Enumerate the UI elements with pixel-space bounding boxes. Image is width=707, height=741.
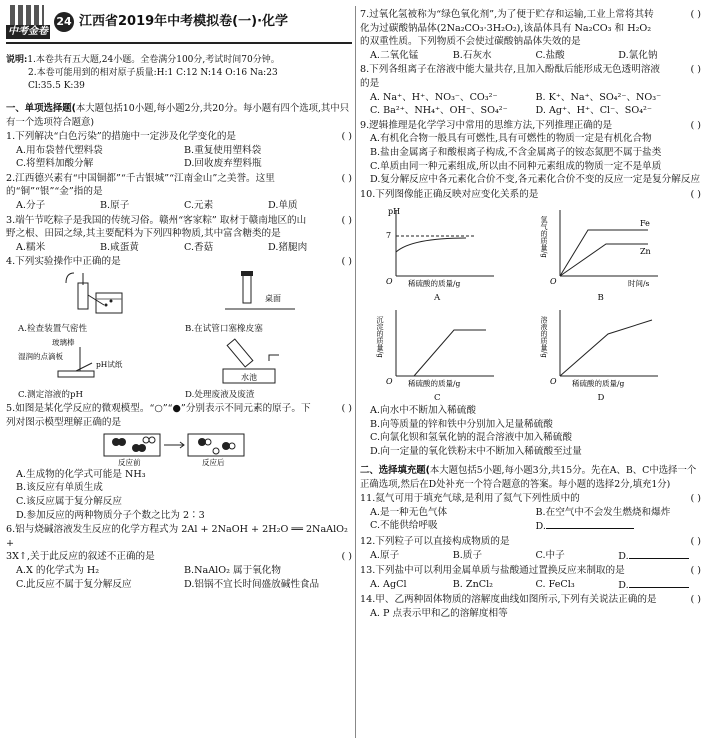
question-4-text: 4.下列实验操作中正确的是 [6, 256, 121, 268]
graph-d-origin: O [549, 376, 557, 386]
option-a: A.用布袋替代塑料袋 [16, 144, 103, 156]
option-a: A.是一种无色气体 [370, 506, 448, 518]
section-1-heading [6, 102, 352, 129]
answer-paren[interactable]: ( ) [690, 64, 701, 76]
figure-b [185, 271, 352, 335]
graph-d-caption: D [597, 392, 605, 403]
option-c: C. Ba²⁺、NH₄⁺、OH⁻、SO₄²⁻ [370, 105, 508, 117]
molecule-model-icon [84, 432, 274, 466]
graph-b-fe: Fe [639, 218, 650, 228]
graph-b-origin: O [549, 276, 557, 286]
option-b: B.原子 [100, 200, 130, 212]
graph-c-caption: C [434, 392, 441, 403]
option-d: D.铝锅不宜长时间盛放碱性食品 [184, 578, 320, 590]
graph-d-xlabel: 稀硫酸的质量/g [571, 378, 624, 388]
question-14-text: 14.甲、乙两种固体物质的溶解度曲线如图所示,下列有关说法正确的是 [360, 594, 657, 606]
option-a: A.分子 [16, 200, 46, 212]
figure-d-caption: D.处理废液及废渣 [185, 390, 255, 401]
question-12 [360, 535, 701, 563]
section-2-desc: 本大题包括5小题,每小题3分,共15分。先在A、B、C中选择一个正确选项,然后在D处补充一个符合题意的答案。每小题的选择2分,填充1分) [360, 465, 697, 490]
figure-c [18, 337, 185, 401]
option-b: B.盐由金属离子和酸根离子构成,不含金属离子的铵态氮肥不属于盐类 [370, 147, 662, 159]
option-c: C.将塑料加酸分解 [16, 158, 94, 170]
question-9-text: 9.逻辑推理是化学学习中常用的思维方法,下列推理正确的是 [360, 119, 613, 131]
answer-blank[interactable] [629, 549, 689, 559]
answer-paren[interactable]: ( ) [690, 119, 701, 131]
waste-disposal-icon [185, 337, 335, 389]
section-2-heading [360, 464, 701, 491]
spot-plate-label: 湿润的点滴板 [18, 352, 63, 362]
question-7-text: 7.过氧化氢被称为“绿色氧化剂”,为了便于贮存和运输,工业上常将其转化为过碳酸钠晶体(2Na₂CO₃·3H₂O₂),该晶体具有 Na₂CO₃ 和 H₂O₂ 的双重性质。下列物质不会使过碳酸钠晶体失效的是 [360, 9, 654, 48]
ph-test-icon [18, 337, 168, 389]
notes-line-3: Cl:35.5 K:39 [28, 80, 85, 91]
answer-paren[interactable]: ( ) [690, 493, 701, 505]
graph-a-origin: O [386, 276, 393, 286]
graph-b [538, 204, 702, 304]
option-d: D. Ag⁺、H⁺、Cl⁻、SO₄²⁻ [535, 105, 652, 117]
answer-paren[interactable]: ( ) [341, 551, 352, 563]
question-8-text: 8.下列各组离子在溶液中能大量共存,且加入酚酞后能形成无色透明溶液的是 [360, 64, 661, 90]
reaction-model [6, 432, 352, 466]
option-c: C. FeCl₃ [535, 578, 575, 590]
graph-c-xlabel: 稀硫酸的质量/g [408, 378, 461, 388]
option-d: D. [618, 579, 629, 591]
question-13-text: 13.下列盐中可以利用金属单质与盐酸通过置换反应来制取的是 [360, 565, 625, 577]
option-c: C.此反应不属于复分解反应 [16, 578, 132, 590]
graph-b-caption: B [597, 292, 604, 303]
right-column [360, 0, 701, 621]
option-a: A. P 点表示甲和乙的溶解度相等 [370, 607, 508, 619]
option-a: A.向水中不断加入稀硫酸 [370, 404, 476, 416]
question-6 [6, 523, 352, 591]
question-10-text: 10.下列图像能正确反映对应变化关系的是 [360, 188, 539, 200]
option-c: C.该反应属于复分解反应 [16, 495, 122, 507]
graph-d-svg [538, 304, 688, 392]
before-label: 反应前 [118, 457, 141, 466]
graph-c-origin: O [386, 376, 393, 386]
option-d: D.猪腿肉 [268, 241, 308, 253]
question-3 [6, 214, 352, 255]
option-a: A.原子 [370, 549, 400, 561]
option-a: A.生成物的化学式可能是 NH₃ [16, 468, 146, 480]
option-d: D.参加反应的两种物质分子个数之比为 2∶3 [16, 509, 205, 521]
experiment-figures [6, 271, 352, 401]
figure-d [185, 337, 352, 401]
option-b: B.石灰水 [452, 49, 492, 61]
gas-tightness-apparatus-icon [18, 271, 168, 323]
graph-a-caption: A [434, 292, 441, 303]
graph-c-svg [374, 304, 524, 392]
option-b: B.质子 [452, 549, 483, 561]
question-7 [360, 8, 701, 62]
option-d: D. [618, 550, 629, 562]
exam-notes [6, 54, 352, 92]
option-a: A. AgCl [370, 578, 407, 590]
question-2 [6, 172, 352, 213]
page-header [6, 2, 352, 44]
question-1-text: 1.下列解决“白色污染”的措施中一定涉及化学变化的是 [6, 130, 237, 142]
answer-blank[interactable] [546, 519, 634, 529]
answer-paren[interactable]: ( ) [690, 188, 701, 200]
notes-line-2: 2.本卷可能用到的相对原子质量:H:1 C:12 N:14 O:16 Na:23 [28, 67, 278, 78]
graph-d-ylabel: 溶液的质量/g [539, 315, 548, 358]
graph-a-ylabel: pH [388, 206, 401, 216]
figure-b-caption: B.在试管口塞橡皮塞 [185, 324, 263, 335]
question-11 [360, 492, 701, 534]
option-d: D. [535, 521, 546, 533]
option-a: A.X 的化学式为 H₂ [16, 564, 100, 576]
graph-b-zn: Zn [639, 246, 651, 256]
graph-d [538, 304, 702, 404]
option-a: A. Na⁺、H⁺、NO₃⁻、CO₃²⁻ [370, 91, 498, 103]
graph-a-xlabel: 稀硫酸的质量/g [408, 278, 461, 288]
option-d: D.氯化钠 [618, 49, 658, 61]
option-b: B. ZnCl₂ [452, 578, 493, 590]
notes-line-1: 1.本卷共有五大题,24小题。全卷满分100分,考试时间70分钟。 [27, 55, 280, 65]
question-1 [6, 130, 352, 171]
after-label: 反应后 [202, 457, 225, 466]
graph-a-svg [374, 204, 524, 292]
question-6-text-1: 6.铝与烧碱溶液发生反应的化学方程式为 2Al + 2NaOH + 2H₂O ══ 2NaAlO₂ + [6, 524, 348, 549]
left-column [6, 0, 352, 591]
answer-paren[interactable]: ( ) [690, 9, 701, 20]
option-a: A.二氧化锰 [370, 49, 419, 61]
glass-rod-label: 玻璃棒 [52, 338, 75, 348]
answer-paren[interactable]: ( ) [341, 214, 352, 226]
question-12-text: 12.下列粒子可以直接构成物质的是 [360, 535, 510, 547]
figure-a [18, 271, 185, 335]
question-9 [360, 119, 701, 187]
question-8 [360, 63, 701, 117]
question-13 [360, 564, 701, 592]
answer-paren[interactable]: ( ) [690, 594, 701, 606]
option-b: B.该反应有单质生成 [16, 482, 103, 494]
answer-paren[interactable]: ( ) [341, 172, 352, 184]
question-3-text: 3.端午节吃粽子是我国的传统习俗。赣州“客家粽” 取材于赣南地区的山野之根、田园之绿,其主要配料为下列四种物质,其中富含糖类的是 [6, 214, 307, 240]
figure-c-caption: C.测定溶液的pH [18, 390, 83, 401]
notes-label: 说明: [6, 55, 28, 65]
option-d: D.单质 [268, 200, 298, 212]
answer-paren[interactable]: ( ) [690, 535, 701, 547]
option-c: C.单质由同一种元素组成,所以由不同种元素组成的物质一定不是单质 [370, 160, 662, 172]
option-b: B.重复使用塑料袋 [184, 144, 262, 156]
graph-b-xlabel: 时间/s [627, 278, 649, 288]
paper-number-badge: 24 [54, 12, 74, 32]
question-5 [6, 402, 352, 522]
graph-a-seven: 7 [386, 230, 392, 240]
option-c: C.不能供给呼吸 [370, 520, 438, 532]
column-divider [355, 6, 356, 738]
option-b: B.咸蛋黄 [100, 241, 139, 253]
option-d: D.回收废弃塑料瓶 [184, 158, 262, 170]
question-4 [6, 255, 352, 401]
graph-c-ylabel: 沉淀的质量/g [376, 315, 384, 358]
answer-paren[interactable]: ( ) [341, 256, 352, 268]
option-b: B.在空气中不会发生燃烧和爆炸 [535, 506, 671, 518]
test-tube-stopper-icon [185, 271, 335, 323]
section-2-title: 二、选择填充题( [360, 465, 430, 477]
option-d: D.向一定量的氧化铁粉末中不断加入稀硫酸至过量 [370, 445, 582, 457]
answer-blank[interactable] [629, 578, 689, 588]
question-2-text: 2.江西德兴素有“中国铜都”“千古银城”“江南金山”之美誉。这里的“铜”“银”“金”指的是 [6, 172, 275, 198]
answer-paren[interactable]: ( ) [341, 403, 352, 415]
sink-label: 水池 [241, 373, 257, 383]
section-1-title: 一、单项选择题( [6, 103, 76, 115]
answer-paren[interactable]: ( ) [690, 565, 701, 577]
option-b: B.NaAlO₂ 属于氧化物 [184, 564, 281, 576]
graph-options [360, 204, 701, 404]
page-title: 江西省2019年中考模拟卷(一)·化学 [79, 13, 289, 29]
graph-a [374, 204, 538, 304]
answer-paren[interactable]: ( ) [341, 130, 352, 142]
option-c: C.中子 [535, 549, 565, 561]
option-c: C.盐酸 [535, 49, 565, 61]
option-b: B. K⁺、Na⁺、SO₄²⁻、NO₃⁻ [535, 91, 662, 103]
graph-b-svg [538, 204, 688, 292]
question-5-text: 5.如图是某化学反应的微观模型。“○”“●”分别表示不同元素的原子。下列对图示模型理解正确的是 [6, 403, 311, 429]
figure-a-caption: A.检查装置气密性 [18, 324, 88, 335]
option-c: C.香菇 [184, 241, 214, 253]
graph-b-ylabel: 氢气的质量/g [539, 215, 548, 258]
question-14 [360, 593, 701, 620]
option-d: D.复分解反应中各元素化合价不变,各元素化合价不变的反应一定是复分解反应 [370, 174, 701, 186]
option-c: C.元素 [184, 200, 214, 212]
option-a: A.有机化合物一般具有可燃性,具有可燃性的物质一定是有机化合物 [370, 133, 652, 145]
option-b: B.向等质量的锌和铁中分别加入足量稀硫酸 [370, 418, 553, 430]
graph-c [374, 304, 538, 404]
question-11-text: 11.氦气可用于填充气球,是利用了氦气下列性质中的 [360, 493, 580, 505]
ph-paper-label: pH试纸 [96, 360, 123, 370]
brand-logo [6, 5, 50, 39]
desk-label: 桌面 [265, 294, 281, 304]
question-10 [360, 188, 701, 458]
logo-text: 中考金卷 [6, 25, 50, 39]
option-c: C.向氯化钡和氢氧化钠的混合溶液中加入稀硫酸 [370, 432, 572, 444]
section-1-desc: 本大题包括10小题,每小题2分,共20分。每小题有四个选项,其中只有一个选项符合题意) [6, 103, 350, 128]
option-a: A.糯米 [16, 241, 46, 253]
question-6-text-2: 3X↑,关于此反应的叙述不正确的是 [6, 551, 155, 563]
